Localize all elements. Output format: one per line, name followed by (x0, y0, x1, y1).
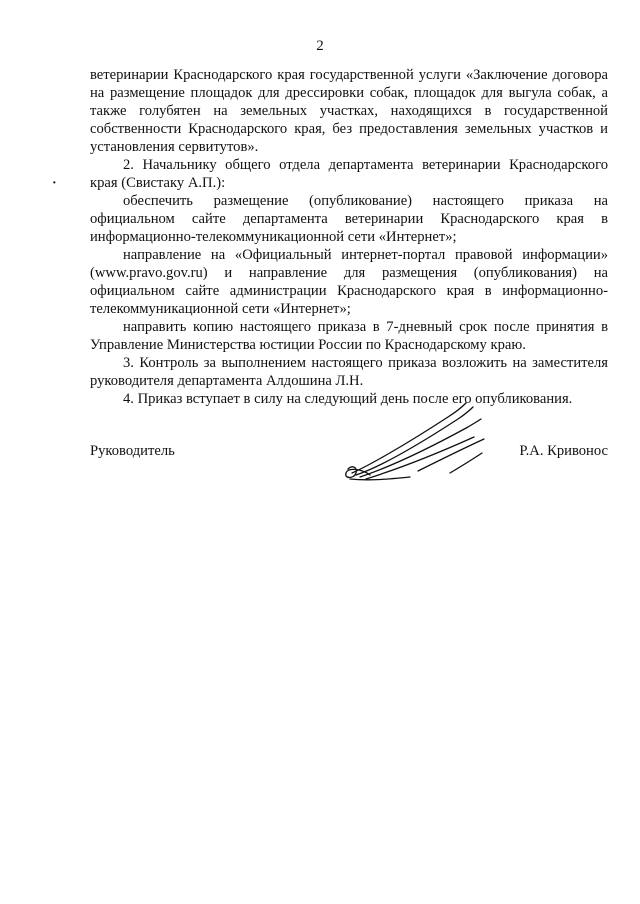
paragraph-publish-site: обеспечить размещение (опубликование) настоящего приказа на официальном сайте департамента ветеринарии Краснодарского края в информационно-телекоммуникационной сети «Интернет»; (90, 193, 608, 245)
document-body (90, 66, 608, 408)
page-number: 2 (316, 38, 324, 54)
handwritten-signature (330, 395, 490, 490)
paragraph-continuation: ветеринарии Краснодарского края государственной услуги «Заключение договора на размещение площадок для дрессировки собак, площадок для выгула собак, а также голубятен на земельных участках, находящихся в государственной собственности Краснодарского края, без предоставления земельных участков и установления сервитутов». (90, 67, 608, 155)
paragraph-send-copy: направить копию настоящего приказа в 7-дневный срок после принятия в Управление Министерства юстиции России по Краснодарскому краю. (90, 319, 608, 353)
paragraph-item-3: 3. Контроль за выполнением настоящего приказа возложить на заместителя руководителя департамента Алдошина Л.Н. (90, 355, 608, 389)
paragraph-publish-portal: направление на «Официальный интернет-портал правовой информации» (www.pravo.gov.ru) и направление для размещения (опубликования) на официальном сайте администрации Краснодарского края в информационно-телекоммуникационной сети «Интернет»; (90, 247, 608, 317)
signer-title: Руководитель (90, 443, 175, 459)
signer-name: Р.А. Кривонос (519, 443, 608, 459)
paragraph-item-2: 2. Начальнику общего отдела департамента ветеринарии Краснодарского края (Свистаку А.П.): (90, 157, 608, 191)
margin-mark: · (52, 176, 57, 191)
paragraph-item-4: 4. Приказ вступает в силу на следующий день после его опубликования. (123, 391, 573, 407)
